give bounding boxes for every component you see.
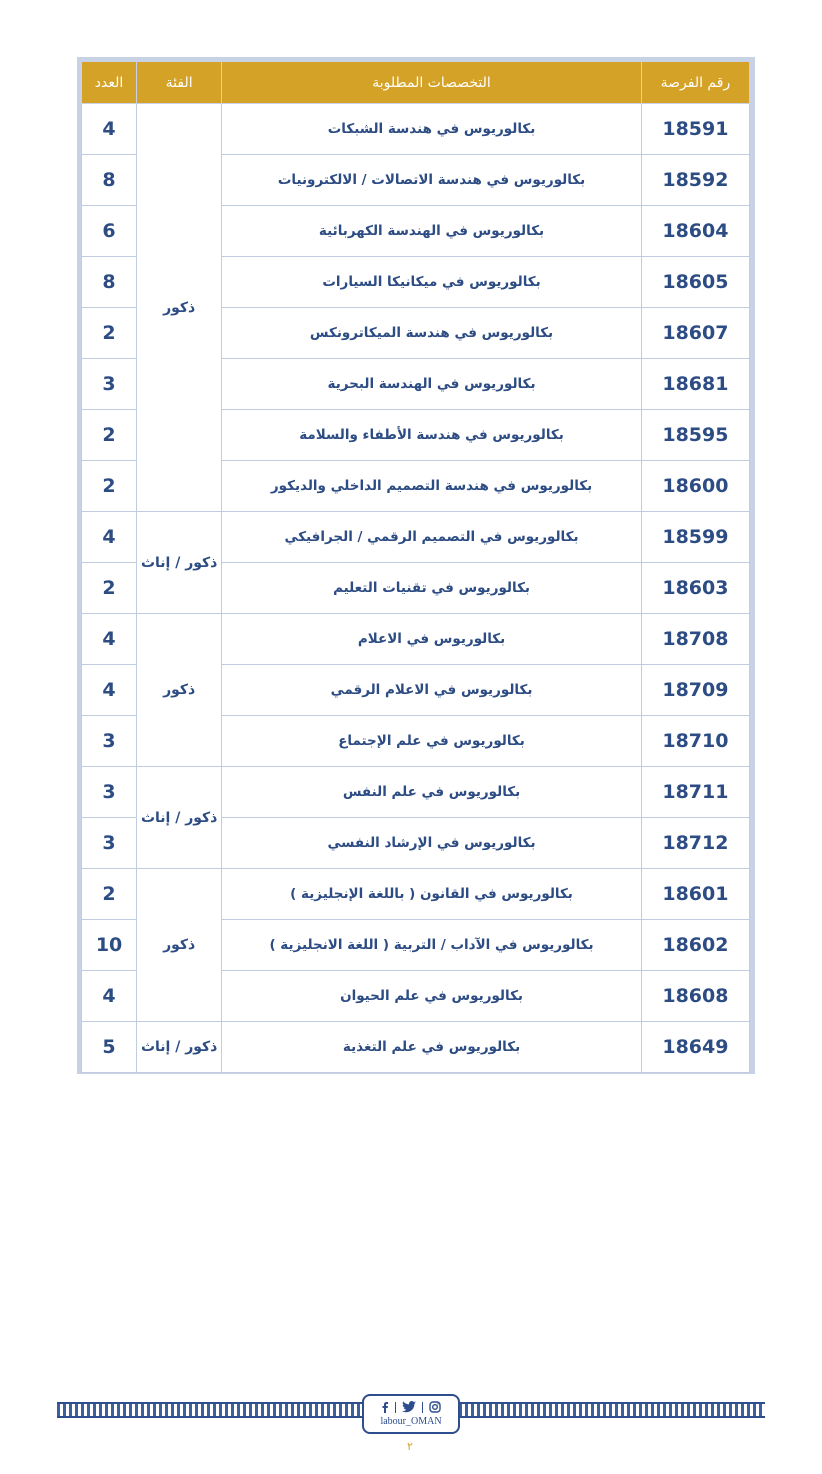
opportunity-number-cell: 18709 (641, 665, 749, 716)
count-cell: 2 (82, 410, 137, 461)
header-opportunity-number: رقم الفرصة (641, 62, 749, 104)
count-cell: 4 (82, 512, 137, 563)
opportunity-number-cell: 18708 (641, 614, 749, 665)
social-handle[interactable]: labour_OMAN (380, 1416, 442, 1427)
specialization-cell: بكالوريوس في الآداب / التربية ( اللغة الانجليزية ) (222, 920, 642, 971)
page-number: ٢ (407, 1440, 413, 1453)
count-cell: 4 (82, 665, 137, 716)
count-cell: 4 (82, 614, 137, 665)
opportunity-number-cell: 18601 (641, 869, 749, 920)
count-cell: 2 (82, 869, 137, 920)
specialization-cell: بكالوريوس في الاعلام (222, 614, 642, 665)
jobs-table (81, 61, 750, 1073)
opportunity-number-cell: 18600 (641, 461, 749, 512)
specialization-cell: بكالوريوس في الهندسة البحرية (222, 359, 642, 410)
opportunity-number-cell: 18599 (641, 512, 749, 563)
opportunity-number-cell: 18681 (641, 359, 749, 410)
social-media-box (362, 1394, 460, 1434)
opportunity-number-cell: 18595 (641, 410, 749, 461)
opportunity-number-cell: 18605 (641, 257, 749, 308)
opportunity-number-cell: 18608 (641, 971, 749, 1022)
specialization-cell: بكالوريوس في هندسة التصميم الداخلي والديكور (222, 461, 642, 512)
table-row (82, 512, 750, 563)
opportunity-number-cell: 18604 (641, 206, 749, 257)
table-row (82, 869, 750, 920)
category-cell: ذكور / إناث (137, 767, 222, 869)
count-cell: 2 (82, 308, 137, 359)
opportunity-number-cell: 18711 (641, 767, 749, 818)
count-cell: 2 (82, 563, 137, 614)
count-cell: 4 (82, 104, 137, 155)
specialization-cell: بكالوريوس في الهندسة الكهربائية (222, 206, 642, 257)
header-count: العدد (82, 62, 137, 104)
twitter-icon[interactable] (402, 1401, 416, 1413)
count-cell: 8 (82, 155, 137, 206)
specialization-cell: بكالوريوس في علم النفس (222, 767, 642, 818)
specialization-cell: بكالوريوس في علم التغذية (222, 1022, 642, 1073)
count-cell: 2 (82, 461, 137, 512)
opportunity-number-cell: 18649 (641, 1022, 749, 1073)
specialization-cell: بكالوريوس في هندسة الاتصالات / الالكترونيات (222, 155, 642, 206)
count-cell: 5 (82, 1022, 137, 1073)
table-header-row (82, 62, 750, 104)
count-cell: 3 (82, 818, 137, 869)
specialization-cell: بكالوريوس في هندسة الميكاترونكس (222, 308, 642, 359)
opportunity-number-cell: 18591 (641, 104, 749, 155)
opportunity-number-cell: 18607 (641, 308, 749, 359)
specialization-cell: بكالوريوس في التصميم الرقمي / الجرافيكي (222, 512, 642, 563)
opportunity-number-cell: 18710 (641, 716, 749, 767)
specialization-cell: بكالوريوس في الإرشاد النفسي (222, 818, 642, 869)
specialization-cell: بكالوريوس في علم الحيوان (222, 971, 642, 1022)
count-cell: 3 (82, 716, 137, 767)
category-cell: ذكور / إناث (137, 512, 222, 614)
header-category: الفئة (137, 62, 222, 104)
opportunity-number-cell: 18602 (641, 920, 749, 971)
table-row (82, 767, 750, 818)
count-cell: 3 (82, 359, 137, 410)
category-cell: ذكور / إناث (137, 1022, 222, 1073)
facebook-icon[interactable] (381, 1401, 389, 1413)
specialization-cell: بكالوريوس في علم الإجتماع (222, 716, 642, 767)
opportunity-number-cell: 18712 (641, 818, 749, 869)
instagram-icon[interactable] (429, 1401, 441, 1413)
specialization-cell: بكالوريوس في القانون ( باللغة الإنجليزية ) (222, 869, 642, 920)
count-cell: 3 (82, 767, 137, 818)
specialization-cell: بكالوريوس في الاعلام الرقمي (222, 665, 642, 716)
category-cell: ذكور (137, 614, 222, 767)
category-cell: ذكور (137, 104, 222, 512)
opportunity-number-cell: 18603 (641, 563, 749, 614)
specialization-cell: بكالوريوس في هندسة الشبكات (222, 104, 642, 155)
count-cell: 6 (82, 206, 137, 257)
category-cell: ذكور (137, 869, 222, 1022)
table-row (82, 104, 750, 155)
opportunity-number-cell: 18592 (641, 155, 749, 206)
count-cell: 8 (82, 257, 137, 308)
table-row (82, 614, 750, 665)
table-row (82, 1022, 750, 1073)
specialization-cell: بكالوريوس في ميكانيكا السيارات (222, 257, 642, 308)
jobs-table-frame (77, 57, 755, 1074)
header-specialization: التخصصات المطلوبة (222, 62, 642, 104)
specialization-cell: بكالوريوس في تقنيات التعليم (222, 563, 642, 614)
specialization-cell: بكالوريوس في هندسة الأطفاء والسلامة (222, 410, 642, 461)
count-cell: 10 (82, 920, 137, 971)
count-cell: 4 (82, 971, 137, 1022)
